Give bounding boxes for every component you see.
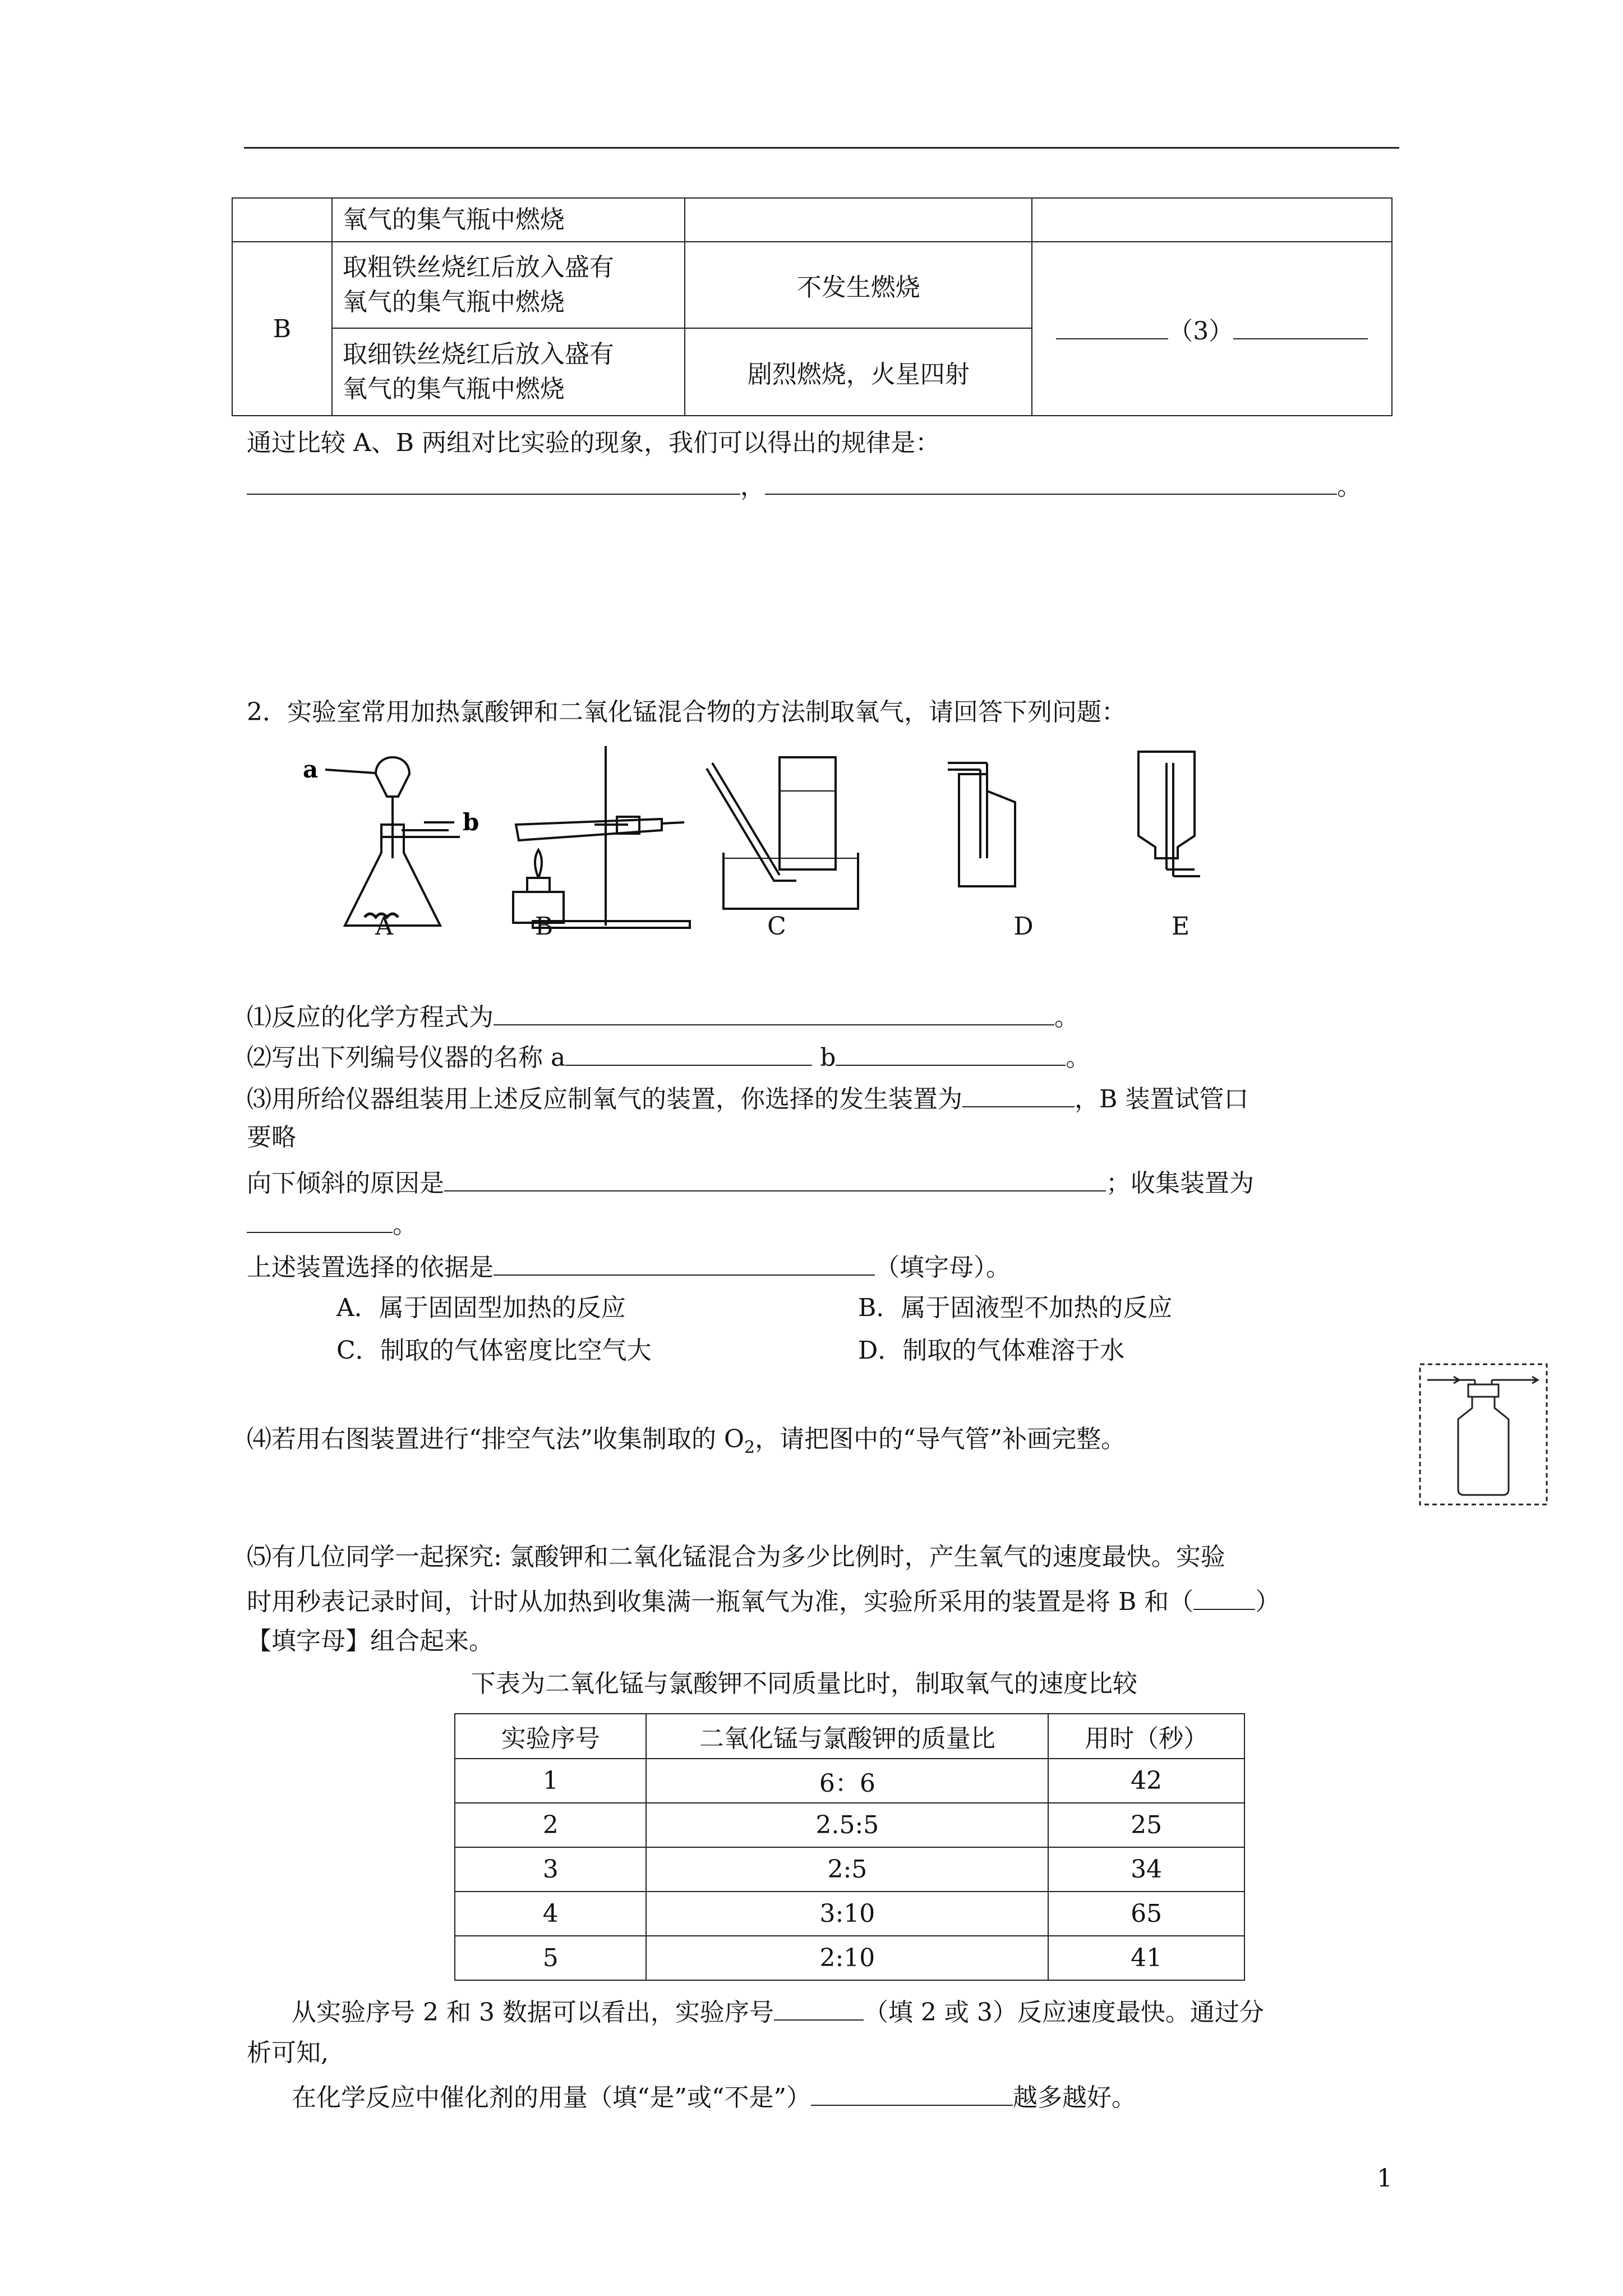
answer-blank[interactable] [1233, 312, 1368, 339]
label-a: a [303, 756, 319, 783]
question-2-title: 2．实验室常用加热氯酸钾和二氧化锰混合物的方法制取氧气，请回答下列问题： [247, 698, 1126, 726]
ratio-table [454, 1713, 1245, 1981]
phenomenon-cell [685, 198, 1032, 242]
answer-blank[interactable] [247, 1206, 393, 1233]
answer-blank[interactable] [444, 1165, 1106, 1191]
after-line-1: 从实验序号 2 和 3 数据可以看出，实验序号 （填 2 或 3）反应速度最快。通过分 [292, 1994, 1264, 2030]
apparatus-label-b: B [534, 912, 554, 941]
answer-blank[interactable] [811, 2079, 1013, 2106]
part-4: ⑷若用右图装置进行“排空气法”收集制取的 $O_2$，请把图中的“导气管”补画完整。 [247, 1425, 1126, 1457]
answer-blank[interactable] [565, 1039, 812, 1066]
table-row: 1 6：6 42 [455, 1759, 1244, 1803]
answer-blank[interactable] [774, 1994, 864, 2021]
part-5-line-1: ⑸有几位同学一起探究: 氯酸钾和二氧化锰混合为多少比例时，产生氧气的速度最快。实验 [247, 1543, 1225, 1571]
part-2: ⑵写出下列编号仪器的名称 a b 。 [247, 1039, 1090, 1075]
method-cell: 氧气的集气瓶中燃烧 [332, 198, 685, 242]
answer-blank[interactable] [494, 1249, 875, 1276]
part-1: ⑴反应的化学方程式为 。 [247, 999, 1079, 1034]
part-3-line-2: 要略 [247, 1123, 296, 1152]
table-header: 二氧化锰与氯酸钾的质量比 [646, 1714, 1048, 1759]
compare-text: 通过比较 A、B 两组对比实验的现象，我们可以得出的规律是： [247, 429, 940, 457]
apparatus-e-bottle-icon [1138, 752, 1200, 876]
answer-blank[interactable] [765, 468, 1337, 495]
label-b: b [463, 808, 479, 836]
table-caption: 下表为二氧化锰与氯酸钾不同质量比时，制取氧气的速度比较 [471, 1669, 1137, 1698]
group-b-cell: B [232, 242, 332, 416]
header-rule [244, 147, 1399, 149]
apparatus-label-a: A [375, 912, 393, 941]
answer-blank[interactable] [836, 1039, 1066, 1066]
part-3-line-1: ⑶用所给仪器组装用上述反应制氧气的装置，你选择的发生装置为 ，B 装置试管口 [247, 1080, 1248, 1116]
comparison-table [232, 197, 1393, 416]
apparatus-a-flask-icon [325, 757, 460, 926]
method-cell: 取细铁丝烧红后放入盛有 氧气的集气瓶中燃烧 [332, 328, 685, 416]
table-row: 2 2.5:5 25 [455, 1803, 1244, 1847]
part-3-line-4: 。 [247, 1206, 417, 1242]
table-row: 4 3:10 65 [455, 1892, 1244, 1936]
part-3-line-3: 向下倾斜的原因是 ；收集装置为 [247, 1165, 1254, 1200]
answer-blank[interactable] [962, 1080, 1075, 1107]
table-row: 5 2:10 41 [455, 1936, 1244, 1980]
conclusion-b-cell: （3） [1032, 242, 1392, 416]
table-header: 实验序号 [455, 1714, 646, 1759]
gas-bottle-diagram[interactable] [1419, 1363, 1548, 1506]
option-a: A．属于固固型加热的反应 [336, 1294, 626, 1322]
part-5-line-3: 【填字母】组合起来。 [247, 1627, 494, 1655]
apparatus-label-e: E [1171, 912, 1190, 941]
phenomenon-cell: 不发生燃烧 [685, 242, 1032, 328]
group-cell [232, 198, 332, 242]
apparatus-b-heating-icon [513, 746, 690, 928]
answer-blank[interactable] [247, 468, 740, 495]
apparatus-c-water-collection-icon [707, 757, 858, 909]
table-row: 3 2:5 34 [455, 1847, 1244, 1892]
answer-blank[interactable] [1056, 312, 1168, 339]
method-cell: 取粗铁丝烧红后放入盛有 氧气的集气瓶中燃烧 [332, 242, 685, 328]
part-5-line-2: 时用秒表记录时间，计时从加热到收集满一瓶氧气为准，实验所采用的装置是将 B 和（ ） [247, 1583, 1280, 1619]
apparatus-d-bottle-icon [948, 763, 1015, 886]
answer-blank[interactable] [494, 999, 1054, 1025]
page-number: 1 [1377, 2164, 1393, 2193]
option-b: B．属于固液型不加热的反应 [858, 1294, 1173, 1322]
answer-blank[interactable] [1193, 1583, 1255, 1610]
apparatus-label-c: C [767, 912, 786, 941]
after-line-2: 析可知, [247, 2039, 329, 2067]
phenomenon-cell: 剧烈燃烧，火星四射 [685, 328, 1032, 416]
compare-answer-line: ， 。 [247, 468, 1362, 504]
table-header: 用时（秒） [1048, 1714, 1244, 1759]
option-d: D．制取的气体难溶于水 [858, 1336, 1125, 1365]
part-3-line-5: 上述装置选择的依据是 （填字母）。 [247, 1249, 1011, 1285]
after-line-3: 在化学反应中催化剂的用量（填“是”或“不是”） 越多越好。 [292, 2079, 1136, 2115]
conclusion-cell [1032, 198, 1392, 242]
apparatus-label-d: D [1013, 912, 1034, 941]
option-c: C．制取的气体密度比空气大 [336, 1336, 652, 1365]
